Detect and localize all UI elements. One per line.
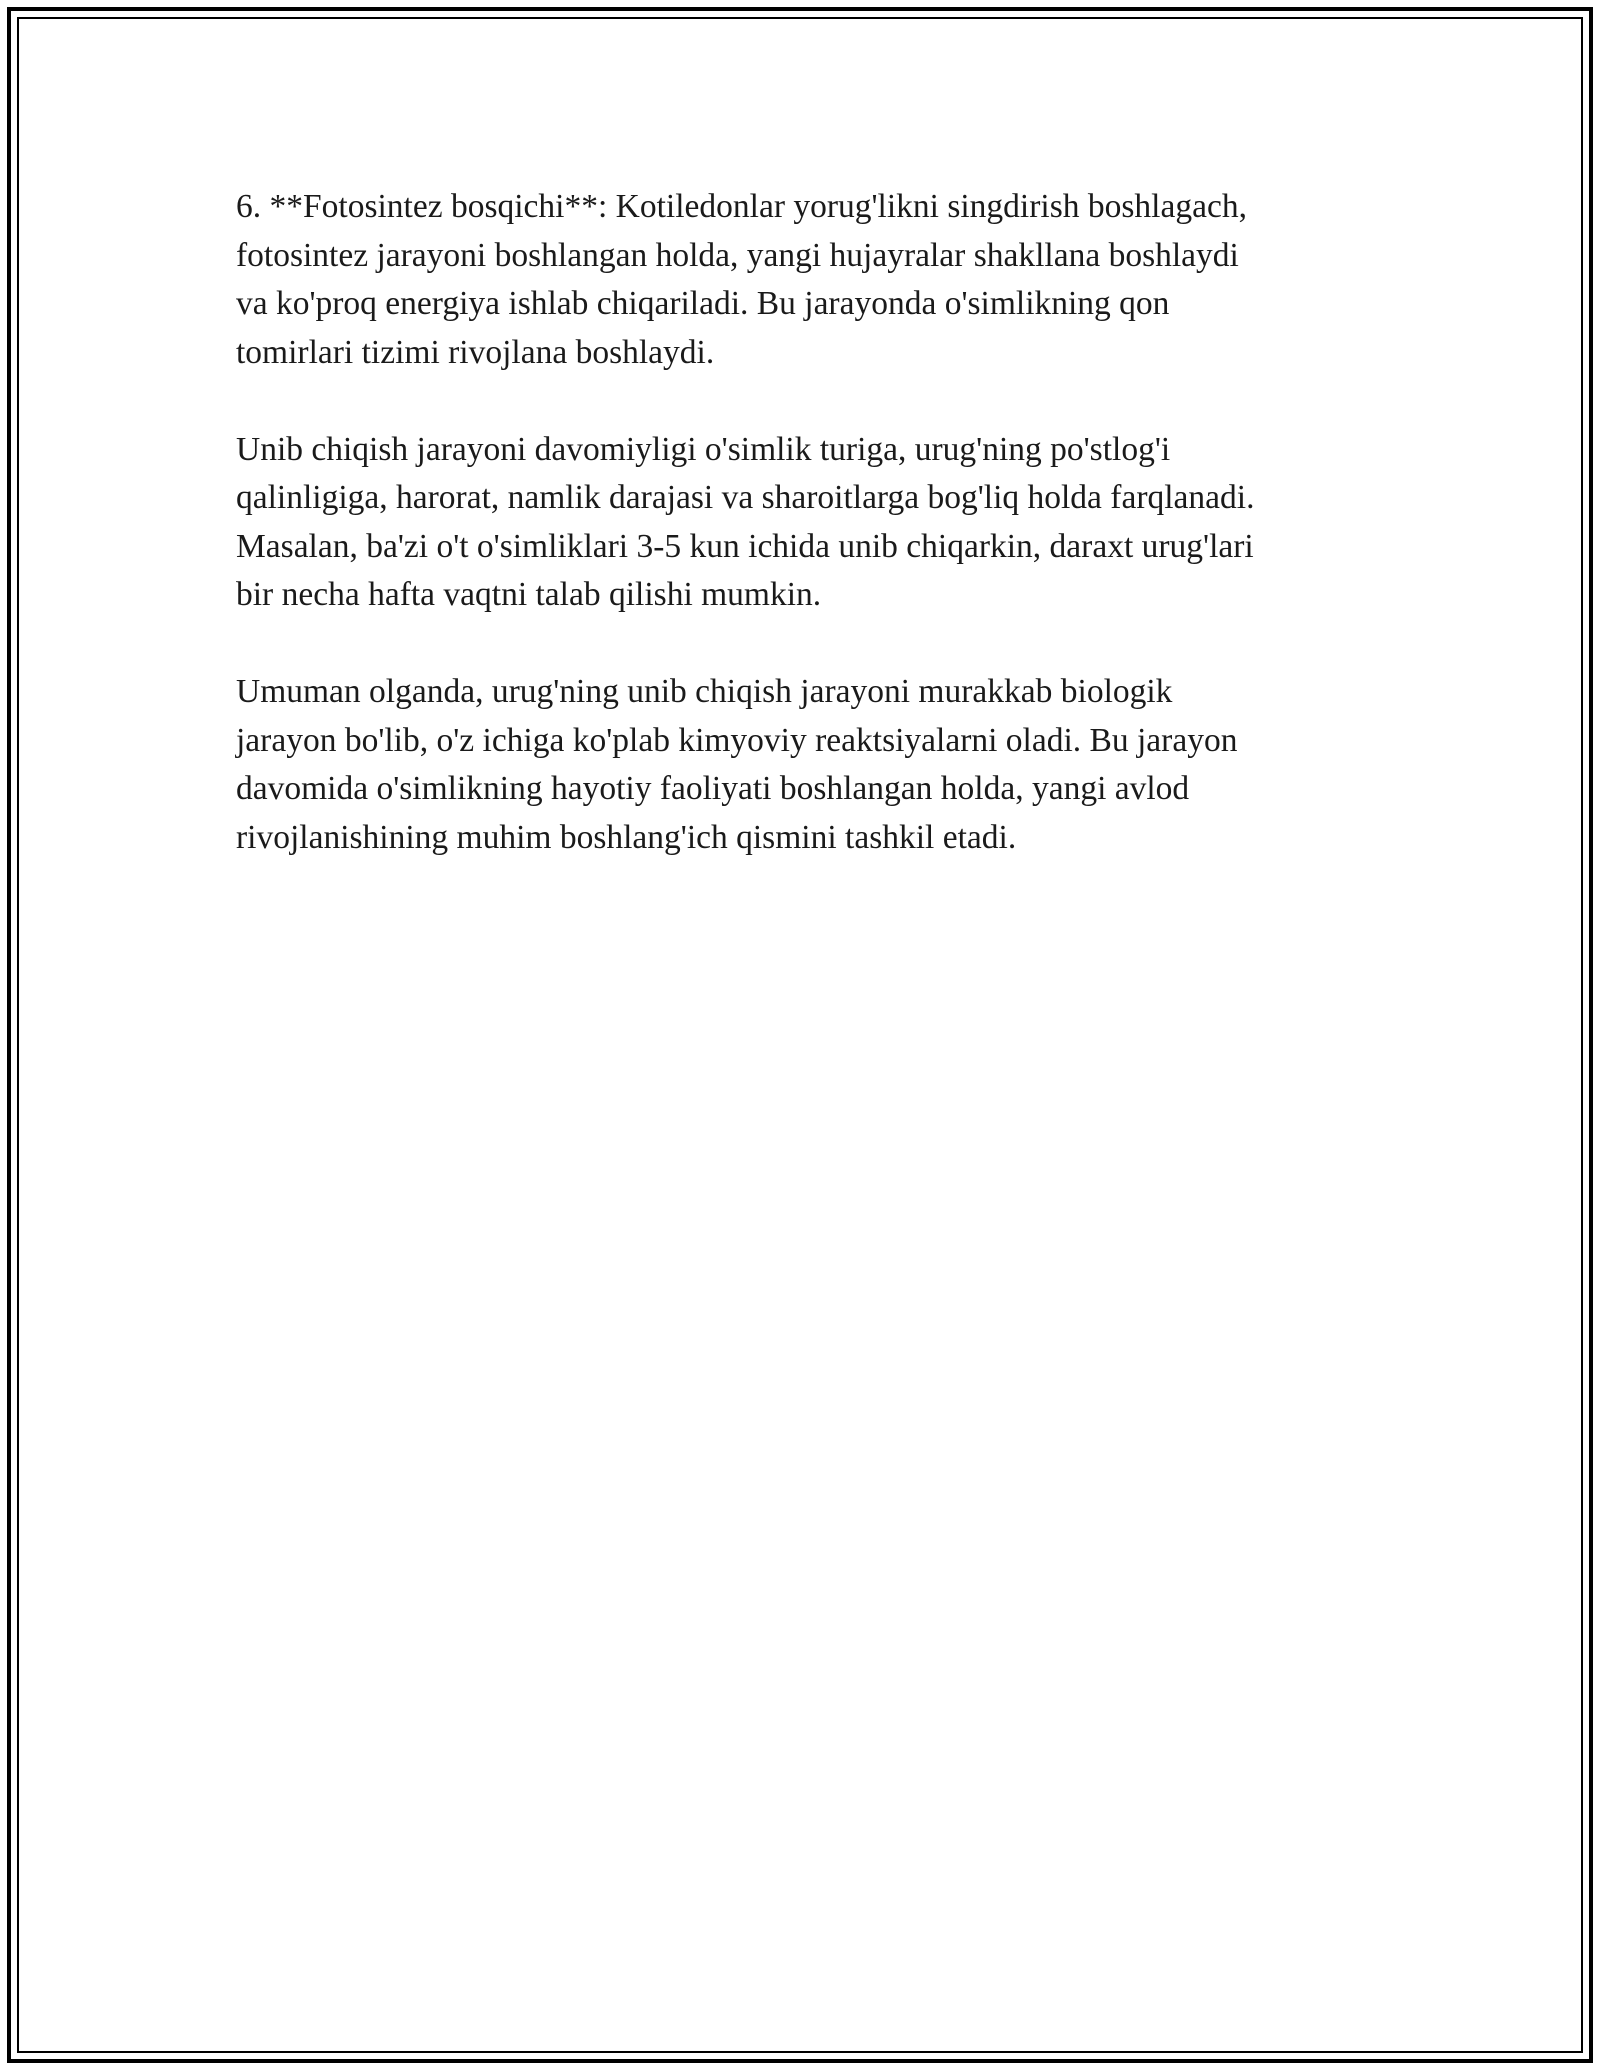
- text-line: tomirlari tizimi rivojlana boshlaydi.: [236, 333, 715, 371]
- text-line: Umuman olganda, urug'ning unib chiqish jarayoni murakkab biologik: [236, 673, 1173, 710]
- text-line: bir necha hafta vaqtni talab qilishi mumkin.: [236, 576, 822, 613]
- paragraph-conclusion: [236, 668, 1366, 862]
- paragraph-photosynthesis-stage: [236, 183, 1366, 377]
- text-line: fotosintez jarayoni boshlangan holda, yangi hujayralar shakllana boshlaydi: [236, 236, 1239, 274]
- text-line: 6. **Fotosintez bosqichi**: Kotiledonlar yorug'likni singdirish boshlagach,: [236, 188, 1247, 225]
- text-line: rivojlanishining muhim boshlang'ich qismini tashkil etadi.: [236, 818, 1017, 856]
- paragraph-germination-duration: [236, 426, 1366, 620]
- text-line: davomida o'simlikning hayotiy faoliyati boshlangan holda, yangi avlod: [236, 770, 1190, 807]
- text-line: qalinligiga, harorat, namlik darajasi va sharoitlarga bog'liq holda farqlanadi.: [236, 479, 1255, 516]
- text-line: Masalan, ba'zi o't o'simliklari 3-5 kun ichida unib chiqarkin, daraxt urug'lari: [236, 527, 1254, 565]
- document-body: [236, 183, 1366, 911]
- text-line: jarayon bo'lib, o'z ichiga ko'plab kimyoviy reaktsiyalarni oladi. Bu jarayon: [236, 721, 1238, 759]
- text-line: va ko'proq energiya ishlab chiqariladi. Bu jarayonda o'simlikning qon: [236, 285, 1170, 322]
- text-line: Unib chiqish jarayoni davomiyligi o'simlik turiga, urug'ning po'stlog'i: [236, 430, 1171, 468]
